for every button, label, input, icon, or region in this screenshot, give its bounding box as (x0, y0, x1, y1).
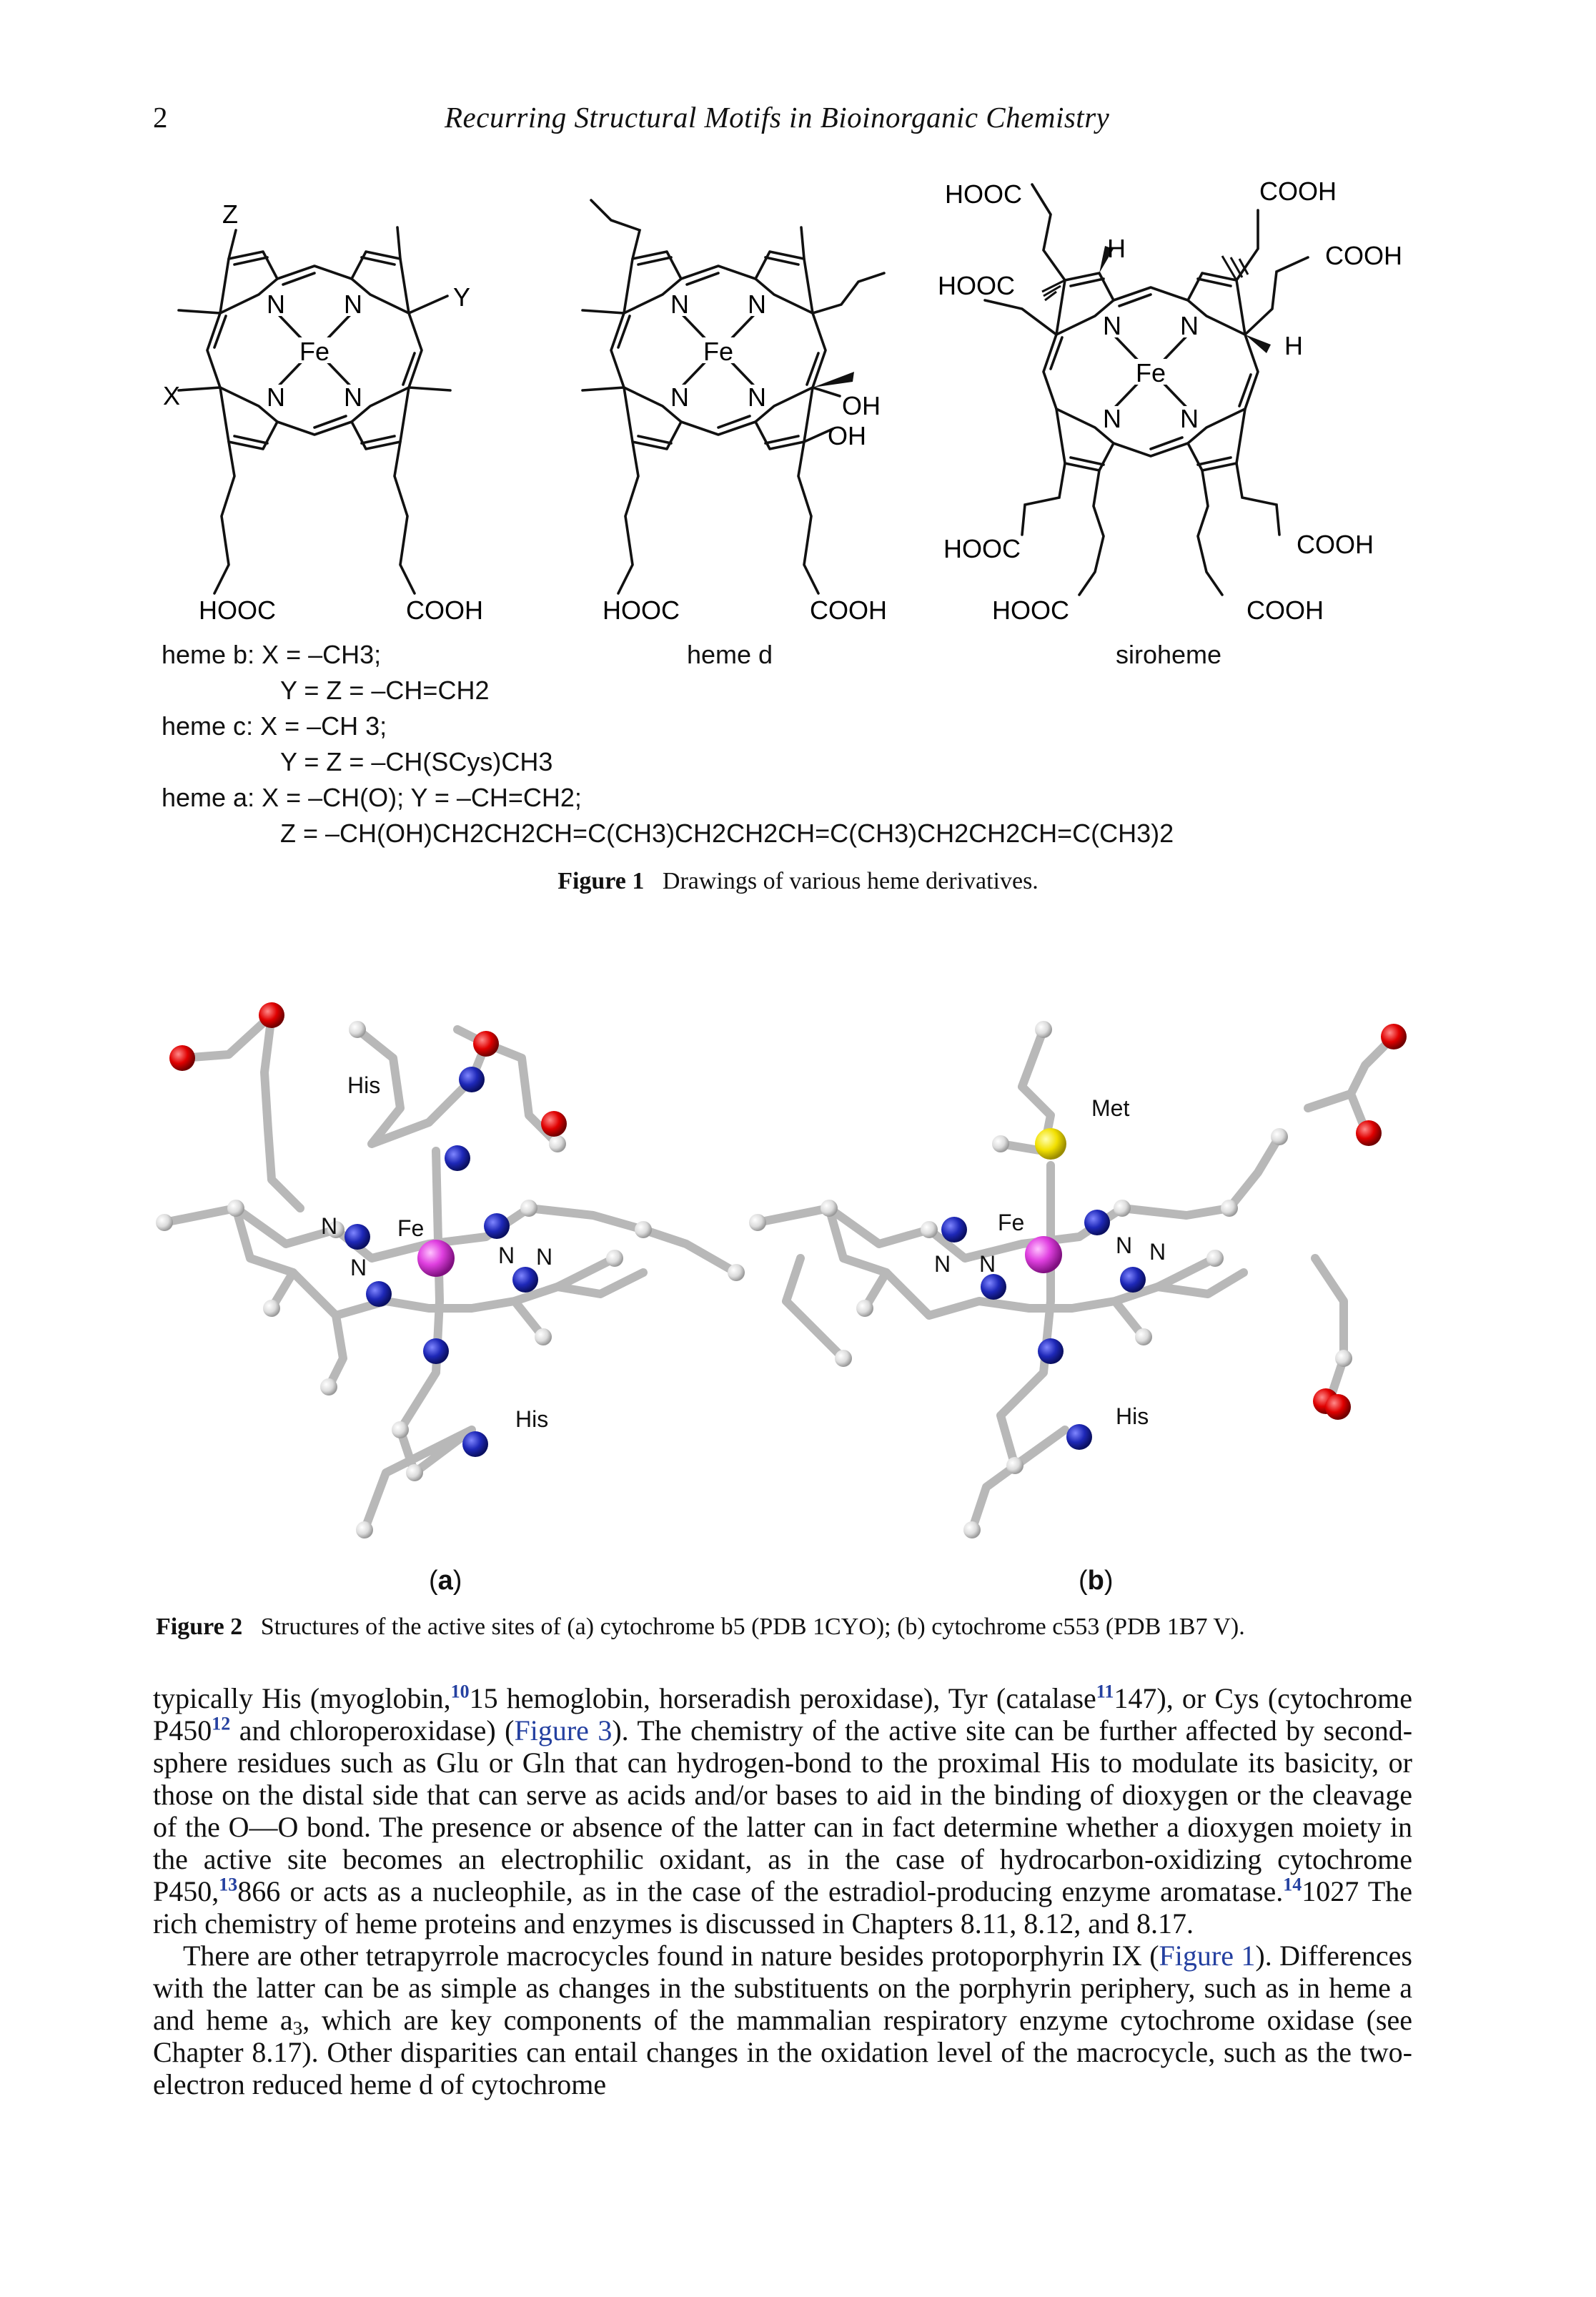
figure1-legend (162, 642, 1448, 856)
figure-link[interactable]: Figure 3 (514, 1714, 613, 1747)
figure-link[interactable]: Figure 1 (1159, 1940, 1256, 1972)
n-atom-label: N (1103, 404, 1121, 433)
heme-d-structure (583, 200, 887, 625)
reference-10[interactable]: 10 (450, 1681, 470, 1702)
figure2-structures (0, 972, 1596, 1601)
legend-heme-c-x: heme c: X = –CH 3; (162, 711, 387, 741)
panel-b-fe-label: Fe (998, 1210, 1025, 1235)
page-number: 2 (153, 101, 168, 134)
panel-a-letter: (a) (429, 1566, 462, 1596)
panel-b-met-label: Met (1091, 1095, 1130, 1121)
figure2-caption (156, 1614, 1442, 1641)
n-atom-label: N (1180, 404, 1199, 433)
n-atom-label: N (748, 382, 766, 412)
cooh-group-label: COOH (406, 596, 483, 625)
legend-heme-b-yz: Y = Z = –CH=CH2 (280, 676, 490, 705)
reference-11[interactable]: 11 (1096, 1681, 1114, 1702)
figure2-panel-b (749, 1021, 1407, 1538)
h-atom-label: H (1284, 331, 1303, 360)
x-substituent-label: X (162, 381, 181, 410)
n-atom-label: N (1103, 311, 1121, 340)
legend-heme-c-name: heme c (162, 711, 247, 741)
legend-heme-b-x: heme b: X = –CH3; (162, 640, 382, 669)
heme-generic-structure (163, 199, 483, 625)
panel-a-n-label: N (498, 1243, 515, 1268)
n-atom-label: N (267, 382, 285, 412)
panel-a-his-bottom-label: His (515, 1406, 549, 1432)
fe-atom-label: Fe (299, 337, 330, 366)
n-atom-label: N (670, 382, 689, 412)
body-text (153, 1682, 1412, 2100)
panel-a-n-label: N (350, 1255, 367, 1280)
figure1-caption-label: Figure 1 (557, 868, 645, 894)
hooc-group-label: HOOC (199, 596, 276, 625)
n-atom-label: N (344, 382, 362, 412)
legend-heme-a-name: heme a (162, 783, 248, 812)
n-atom-label: N (1180, 311, 1199, 340)
panel-a-n-label: N (321, 1213, 338, 1239)
h-atom-label: H (1107, 234, 1126, 263)
legend-heme-a-x: heme a: X = –CH(O); Y = –CH=CH2; (162, 783, 582, 812)
cooh-group-label: COOH (1246, 596, 1324, 625)
panel-b-n-label: N (1116, 1233, 1133, 1258)
hooc-group-label: HOOC (938, 271, 1015, 300)
legend-heme-c-yz: Y = Z = –CH(SCys)CH3 (280, 747, 553, 776)
fe-atom-label: Fe (703, 337, 734, 366)
hooc-group-label: HOOC (943, 534, 1021, 563)
reference-12[interactable]: 12 (212, 1713, 231, 1734)
hooc-group-label: HOOC (603, 596, 680, 625)
siroheme-structure (938, 177, 1402, 625)
figure1-structures (0, 157, 1596, 658)
figure2-panel-a (156, 1002, 745, 1538)
cooh-group-label: COOH (1325, 241, 1402, 270)
body-paragraph-2: There are other tetrapyrrole macrocycles found in nature besides protoporphyrin IX (Figure 1). Differences with the latter can be as simple as changes in the substituents on the porphyrin periphery, such as in heme a and heme $a_3$, which are key components of the mammalian respiratory enzyme cytochrome oxidase (see Chapter 8.17). Other disparities can entail changes in the oxidation level of the macrocycle, such as the two-electron reduced heme d of cytochrome (153, 1940, 1412, 2100)
oh-group-label: OH (842, 391, 881, 420)
panel-b-letter: (b) (1079, 1566, 1114, 1596)
z-substituent-label: Z (222, 199, 238, 229)
cooh-group-label: COOH (1259, 177, 1337, 206)
panel-b-n-label: N (1149, 1239, 1166, 1265)
figure2-caption-text: Structures of the active sites of (a) cytochrome b5 (PDB 1CYO); (b) cytochrome c553 (PDB 1B7 V). (260, 1614, 1245, 1640)
hooc-group-label: HOOC (945, 179, 1022, 209)
siroheme-label: siroheme (1116, 640, 1222, 669)
legend-heme-c-x-value: X = –CH 3; (260, 711, 387, 741)
cooh-group-label: COOH (810, 596, 887, 625)
panel-b-n-label: N (979, 1251, 996, 1277)
reference-13[interactable]: 13 (219, 1874, 238, 1895)
legend-heme-a-x-value: X = –CH(O); Y = –CH=CH2; (262, 783, 582, 812)
panel-a-letter-text: a (437, 1566, 453, 1596)
panel-a-fe-label: Fe (397, 1215, 425, 1241)
panel-b-letter-text: b (1087, 1566, 1104, 1596)
n-atom-label: N (670, 290, 689, 319)
figure1-caption-text: Drawings of various heme derivatives. (662, 868, 1039, 894)
n-atom-label: N (748, 290, 766, 319)
reference-14[interactable]: 14 (1283, 1874, 1302, 1895)
running-title: Recurring Structural Motifs in Bioinorganic Chemistry (445, 101, 1110, 134)
cooh-group-label: COOH (1297, 530, 1374, 559)
legend-heme-a-z: Z = –CH(OH)CH2CH2CH=C(CH3)CH2CH2CH=C(CH3)CH2CH2CH=C(CH3)2 (280, 819, 1174, 848)
y-substituent-label: Y (452, 282, 471, 312)
panel-b-n-label: N (934, 1251, 951, 1277)
n-atom-label: N (344, 290, 362, 319)
heme-d-label: heme d (687, 640, 773, 669)
hooc-group-label: HOOC (992, 596, 1069, 625)
n-atom-label: N (267, 290, 285, 319)
panel-a-his-top-label: His (347, 1072, 381, 1098)
body-paragraph-1: typically His (myoglobin,$^{10}$15 hemoglobin, horseradish peroxidase), Tyr (catalase$^{11}$147), or Cys (cytochrome P450$^{12}$ and chloroperoxidase) (Figure 3). The chemistry of the active site can be further affected by second-sphere residues such as Glu or Gln that can hydrogen-bond to the proximal His to modulate its basicity, or those on the distal side that can serve as acids and/or bases to aid in the binding of dioxygen or the cleavage of the O—O bond. The presence or absence of the latter can in fact determine whether a dioxygen moiety in the active site becomes an electrophilic oxidant, as in the case of hydrocarbon-oxidizing cytochrome P450,13866 or acts as a nucleophile, as in the case of the estradiol-producing enzyme aromatase.$^{14}$1027 The rich chemistry of heme proteins and enzymes is discussed in Chapters 8.11, 8.12, and 8.17. (153, 1681, 1413, 1940)
oh-group-label: OH (828, 421, 866, 450)
figure1-caption (0, 868, 1596, 895)
fe-atom-label: Fe (1135, 358, 1166, 387)
panel-b-his-label: His (1116, 1403, 1149, 1429)
figure2-caption-label: Figure 2 (156, 1614, 243, 1640)
panel-a-n-label: N (536, 1244, 553, 1270)
